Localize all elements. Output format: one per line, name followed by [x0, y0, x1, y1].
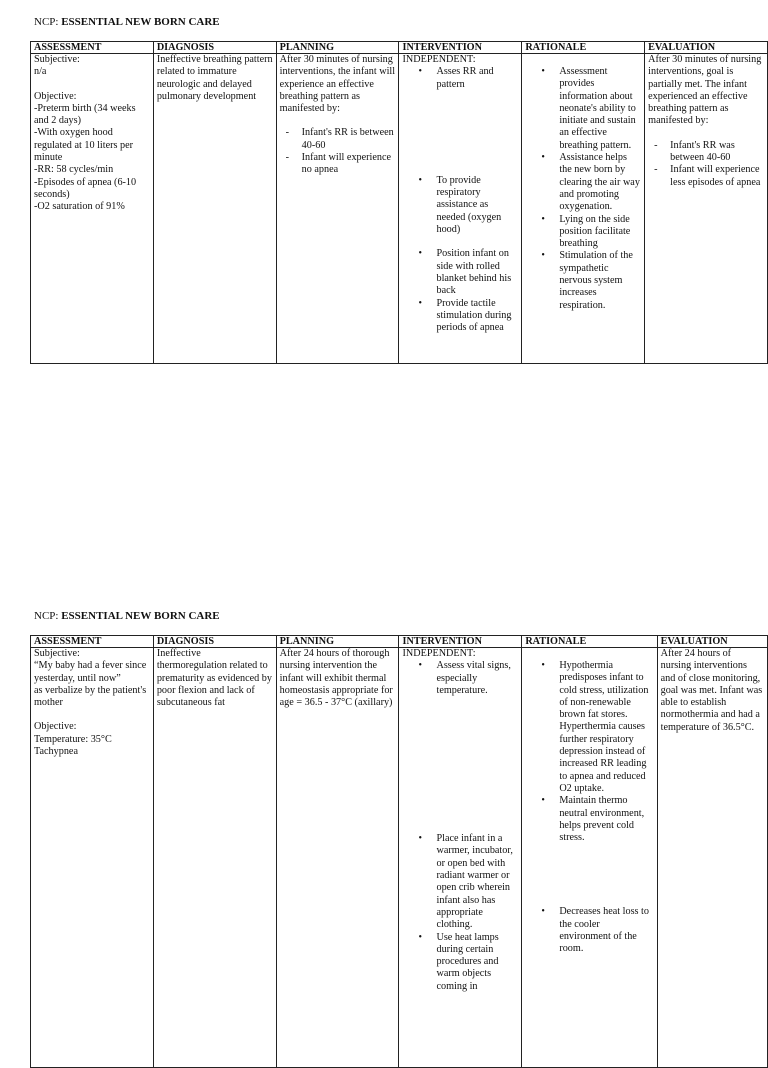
table-row — [31, 648, 768, 1068]
rationale-item: • Decreases heat loss to the cooler environment of the room. — [541, 906, 649, 955]
evaluation-cell: After 24 hours of nursing interventions and of close monitoring, goal was met. Infant was able to establish normothermia and had a temperature of 36.5°C. — [657, 648, 767, 1068]
objective-label: Objective: — [34, 721, 77, 733]
intervention-cell — [399, 648, 522, 1068]
evaluation-outcome: - Infant's RR was between 40-60 — [654, 139, 735, 164]
col-header-diagnosis: DIAGNOSIS — [153, 636, 276, 648]
patient-quote: “My baby had a fever since yesterday, until now” — [34, 660, 147, 684]
verbalize-note: as verbalize by the patient's mother — [34, 684, 147, 709]
intervention-header: INDEPENDENT: — [402, 54, 476, 65]
evaluation-cell — [645, 54, 768, 364]
subjective-label: Subjective: — [34, 648, 80, 659]
col-header-intervention: INTERVENTION — [399, 636, 522, 648]
col-header-rationale: RATIONALE — [522, 636, 657, 648]
objective-item: Temperature: 35°C — [34, 733, 112, 745]
objective-label: Objective: — [34, 90, 77, 102]
col-header-rationale: RATIONALE — [522, 42, 645, 54]
rationale-item: • Hypothermia predisposes infant to cold stress, utilization of non-renewable brown fat stores. Hyperthermia causes further respiratory depression instead of increased RR leading to apnea and reduced O2 uptake. — [541, 660, 649, 794]
planning-outcome: - Infant will experience no apnea — [285, 152, 392, 176]
col-header-diagnosis: DIAGNOSIS — [153, 42, 276, 54]
intervention-item: • To provide respiratory assistance as needed (oxygen hood) — [418, 174, 502, 236]
subjective-label: Subjective: — [34, 54, 80, 65]
planning-cell — [276, 54, 399, 364]
ncp-heading-2: NCP: ESSENTIAL NEW BORN CARE — [34, 610, 220, 622]
assessment-cell — [31, 648, 154, 1068]
intervention-item: • Position infant on side with rolled blanket behind his back — [418, 248, 512, 297]
intervention-item: • Asses RR and pattern — [418, 66, 494, 90]
objective-item: -Preterm birth (34 weeks and 2 days) — [34, 102, 136, 127]
rationale-item: • Stimulation of the sympathetic nervous system increases respiration. — [541, 250, 633, 311]
table-header-row — [31, 42, 768, 54]
table-header-row — [31, 636, 768, 648]
rationale-item: • Lying on the side position facilitate breathing — [541, 213, 631, 250]
ncp-heading-1: NCP: ESSENTIAL NEW BORN CARE — [34, 16, 220, 28]
objective-item: -O2 saturation of 91% — [34, 201, 125, 213]
col-header-evaluation: EVALUATION — [645, 42, 768, 54]
rationale-item: • Assistance helps the new born by clearing the air way and promoting oxygenation. — [541, 152, 640, 213]
col-header-assessment: ASSESSMENT — [31, 636, 154, 648]
col-header-planning: PLANNING — [276, 636, 399, 648]
intervention-cell — [399, 54, 522, 364]
col-header-intervention: INTERVENTION — [399, 42, 522, 54]
objective-item: -Episodes of apnea (6-10 seconds) — [34, 176, 137, 200]
planning-cell: After 24 hours of thorough nursing intervention the infant will exhibit thermal homeostasis appropriate for age = 36.5 - 37°C (axillary) — [276, 648, 399, 1068]
rationale-cell — [522, 54, 645, 364]
planning-outcome: - Infant's RR is between 40-60 — [285, 127, 394, 151]
ncp-table-thermoregulation — [30, 635, 768, 1068]
table-row — [31, 54, 768, 364]
intervention-item: • Assess vital signs, especially temperature. — [418, 660, 511, 696]
assessment-cell — [31, 54, 154, 364]
col-header-evaluation: EVALUATION — [657, 636, 767, 648]
intervention-item: • Provide tactile stimulation during periods of apnea — [418, 297, 512, 334]
objective-item: Tachypnea — [34, 746, 78, 758]
intervention-item: • Place infant in a warmer, incubator, or open bed with radiant warmer or open crib wherein infant also has appropriate clothing. — [418, 833, 513, 931]
rationale-cell — [522, 648, 657, 1068]
intervention-header: INDEPENDENT: — [402, 648, 476, 659]
planning-intro: After 30 minutes of nursing interventions, the infant will experience an effective breathing pattern as manifested by: — [279, 54, 396, 115]
rationale-item: • Assessment provides information about neonate's ability to initiate and sustain an effective breathing pattern. — [541, 66, 636, 151]
rationale-item: • Maintain thermo neutral environment, helps prevent cold stress. — [541, 795, 645, 844]
subjective-text: n/a — [34, 66, 47, 78]
col-header-assessment: ASSESSMENT — [31, 42, 154, 54]
objective-item: -RR: 58 cycles/min — [34, 164, 114, 176]
evaluation-intro: After 30 minutes of nursing interventions, goal is partially met. The infant experienced an effective breathing pattern as manifested by: — [648, 54, 762, 127]
objective-item: -With oxygen hood regulated at 10 liters per minute — [34, 127, 134, 164]
intervention-item: • Use heat lamps during certain procedures and warm objects coming in — [418, 931, 499, 992]
evaluation-outcome: - Infant will experience less episodes of apnea — [654, 164, 761, 188]
diagnosis-cell: Ineffective breathing pattern related to immature neurologic and delayed pulmonary development — [153, 54, 276, 364]
col-header-planning: PLANNING — [276, 42, 399, 54]
diagnosis-cell: Ineffective thermoregulation related to prematurity as evidenced by poor flexion and lack of subcutaneous fat — [153, 648, 276, 1068]
ncp-table-breathing — [30, 41, 768, 364]
